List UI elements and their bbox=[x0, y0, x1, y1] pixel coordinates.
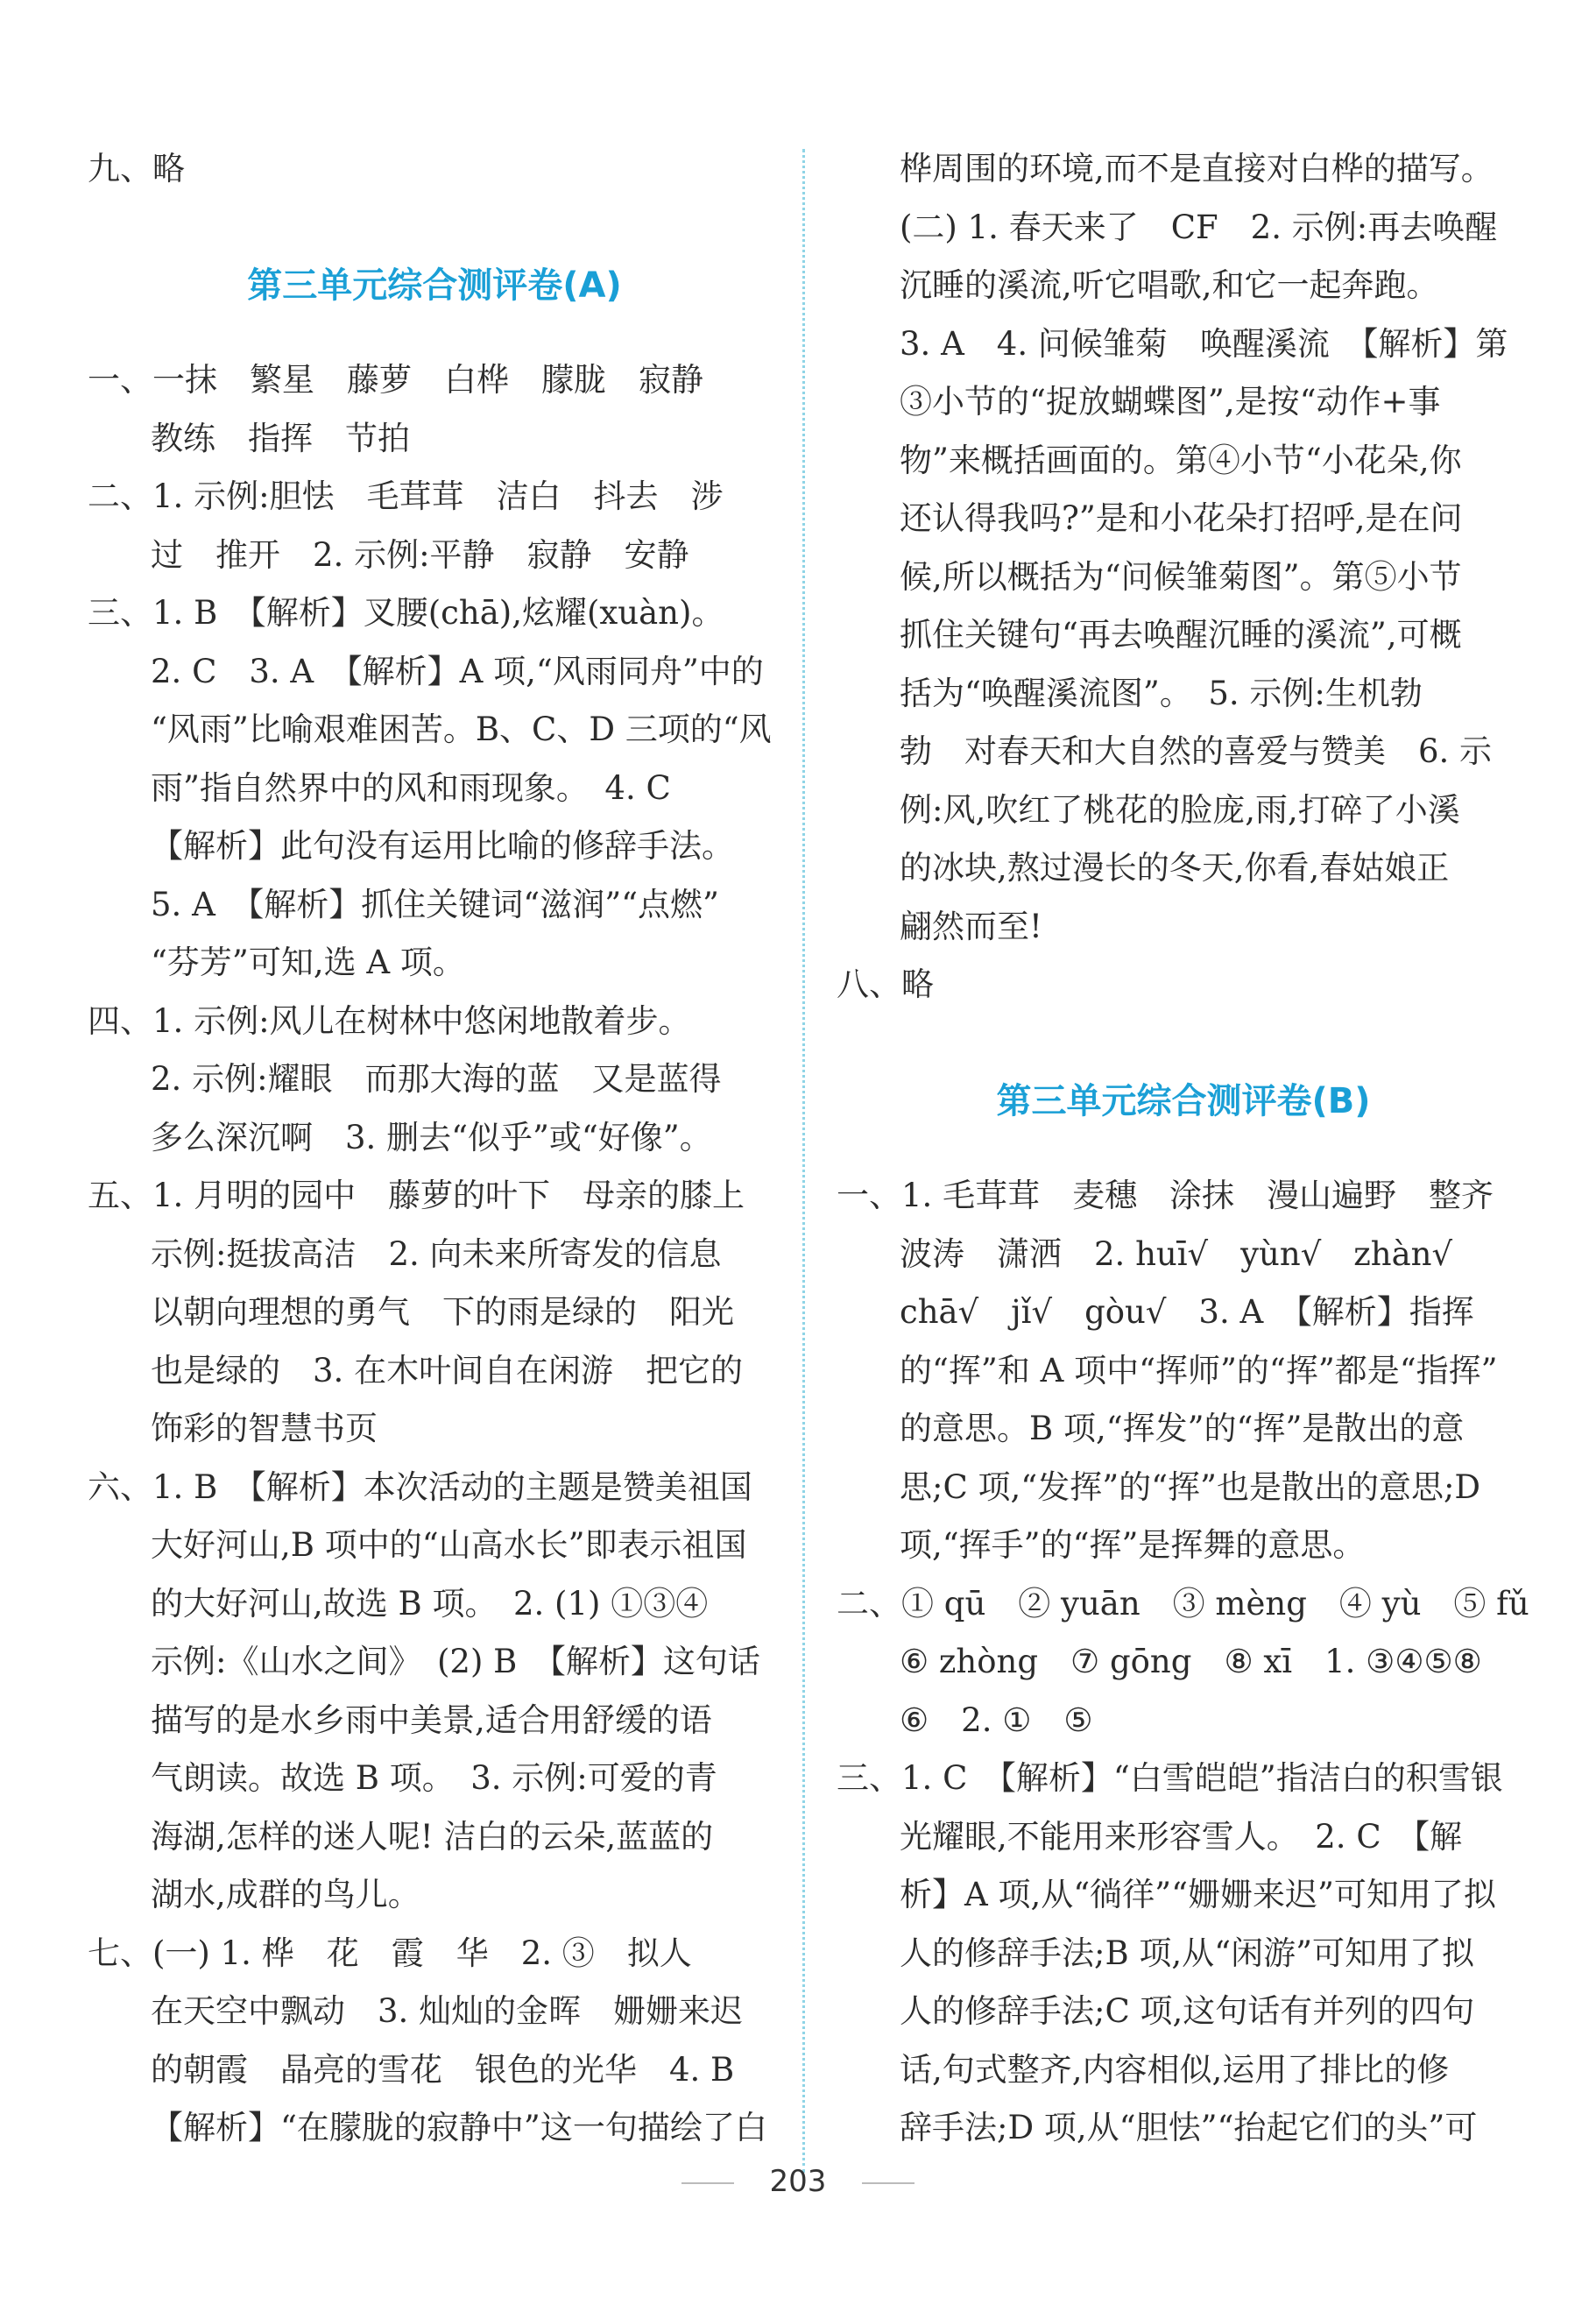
text-line: 翩然而至! bbox=[900, 907, 1042, 945]
text-line: ⑥ zhòng ⑦ gōng ⑧ xī 1. ③④⑤⑧ bbox=[900, 1643, 1482, 1680]
test-title-a: 第三单元综合测评卷(A) bbox=[247, 265, 622, 306]
column-divider bbox=[802, 149, 805, 2173]
footer-rule-left bbox=[681, 2182, 734, 2184]
text-line: 5. A 【解析】抓住关键词“滋润”“点燃” bbox=[151, 885, 719, 923]
text-line: 七、(一) 1. 桦 花 霞 华 2. ③ 拟人 bbox=[88, 1934, 692, 1972]
section-a6 bbox=[88, 1459, 781, 1925]
text-line: 以朝向理想的勇气 下的雨是绿的 阳光 bbox=[151, 1293, 734, 1331]
text-line: 人的修辞手法;B 项,从“闲游”可知用了拟 bbox=[900, 1934, 1475, 1972]
text-line: 四、1. 示例:风儿在树林中悠闲地散着步。 bbox=[88, 1001, 691, 1040]
section-a2 bbox=[88, 468, 781, 584]
page-number: 203 bbox=[769, 2164, 827, 2199]
page-footer bbox=[0, 2164, 1596, 2199]
text-line: 括为“唤醒溪流图”。 5. 示例:生机勃 bbox=[900, 674, 1423, 712]
text-line: 示例:挺拔高洁 2. 向未来所寄发的信息 bbox=[151, 1234, 722, 1273]
text-line: ③小节的“捉放蝴蝶图”,是按“动作+事 bbox=[900, 383, 1441, 421]
text-line: 3. A 4. 问候雏菊 唤醒溪流 【解析】第 bbox=[900, 324, 1508, 363]
text-line: 抓住关键句“再去唤醒沉睡的溪流”,可概 bbox=[900, 616, 1462, 654]
text-line: 光耀眼,不能用来形容雪人。 2. C 【解 bbox=[900, 1817, 1463, 1856]
text-line: 的朝霞 晶亮的雪花 银色的光华 4. B bbox=[151, 2050, 735, 2089]
section-8 bbox=[837, 956, 1530, 1015]
section-b3 bbox=[837, 1750, 1530, 2158]
text-line: 辞手法;D 项,从“胆怯”“抬起它们的头”可 bbox=[900, 2109, 1478, 2146]
text-line: 二、① qū ② yuān ③ mèng ④ yù ⑤ fǔ bbox=[837, 1584, 1529, 1623]
section-a4 bbox=[88, 993, 781, 1168]
text-line: 【解析】“在朦胧的寂静中”这一句描绘了白 bbox=[151, 2109, 767, 2146]
text-line: 2. 示例:耀眼 而那大海的蓝 又是蓝得 bbox=[151, 1060, 722, 1098]
text-line: 人的修辞手法;C 项,这句话有并列的四句 bbox=[900, 1992, 1475, 2030]
text-line: 桦周围的环境,而不是直接对白桦的描写。 bbox=[900, 150, 1494, 187]
section-b1 bbox=[837, 1167, 1530, 1575]
text-line: 思;C 项,“发挥”的“挥”也是散出的意思;D bbox=[900, 1467, 1481, 1506]
text-line: 【解析】此句没有运用比喻的修辞手法。 bbox=[151, 827, 734, 865]
section-9 bbox=[88, 140, 781, 199]
text-line: 话,句式整齐,内容相似,运用了排比的修 bbox=[900, 2050, 1450, 2089]
text-line: 物”来概括画面的。第④小节“小花朵,你 bbox=[900, 441, 1462, 479]
section-b2 bbox=[837, 1575, 1530, 1750]
text-line: 过 推开 2. 示例:平静 寂静 安静 bbox=[151, 535, 689, 574]
test-title-b: 第三单元综合测评卷(B) bbox=[996, 1080, 1371, 1121]
text-line: 三、1. B 【解析】叉腰(chā),炫耀(xuàn)。 bbox=[88, 594, 724, 632]
text-line: 多么深沉啊 3. 删去“似乎”或“好像”。 bbox=[151, 1118, 712, 1156]
text-line: 的大好河山,故选 B 项。 2. (1) ①③④ bbox=[151, 1584, 709, 1623]
text-line: 雨”指自然界中的风和雨现象。 4. C bbox=[151, 768, 671, 807]
text-line: 示例:《山水之间》 (2) B 【解析】这句话 bbox=[151, 1643, 760, 1680]
text-line: “芬芳”可知,选 A 项。 bbox=[151, 944, 465, 981]
text-line: 也是绿的 3. 在木叶间自在闲游 把它的 bbox=[151, 1351, 744, 1389]
section-a7 bbox=[88, 1925, 781, 2158]
section-a5 bbox=[88, 1167, 781, 1459]
section-a7-continued bbox=[837, 140, 1530, 956]
section-a1 bbox=[88, 351, 781, 468]
text-line: 饰彩的智慧书页 bbox=[151, 1410, 378, 1447]
text-line: 候,所以概括为“问候雏菊图”。第⑤小节 bbox=[900, 557, 1462, 596]
text-line: 气朗读。故选 B 项。 3. 示例:可爱的青 bbox=[151, 1759, 717, 1797]
text-line: 例:风,吹红了桃花的脸庞,雨,打碎了小溪 bbox=[900, 790, 1460, 829]
text-line: 九、略 bbox=[88, 150, 185, 187]
text-line: 大好河山,B 项中的“山高水长”即表示祖国 bbox=[151, 1526, 747, 1564]
text-line: 还认得我吗?”是和小花朵打招呼,是在问 bbox=[900, 499, 1463, 537]
text-line: 六、1. B 【解析】本次活动的主题是赞美祖国 bbox=[88, 1467, 752, 1506]
left-column bbox=[88, 140, 781, 2158]
text-line: 的冰块,熬过漫长的冬天,你看,春姑娘正 bbox=[900, 849, 1450, 887]
text-line: 一、1. 毛茸茸 麦穗 涂抹 漫山遍野 整齐 bbox=[837, 1177, 1494, 1214]
section-a3 bbox=[88, 584, 781, 993]
text-line: 三、1. C 【解析】“白雪皑皑”指洁白的积雪银 bbox=[837, 1759, 1503, 1797]
text-line: 的意思。B 项,“挥发”的“挥”是散出的意 bbox=[900, 1410, 1465, 1447]
text-line: 勃 对春天和大自然的喜爱与赞美 6. 示 bbox=[900, 732, 1493, 770]
text-line: 的“挥”和 A 项中“挥师”的“挥”都是“指挥” bbox=[900, 1351, 1498, 1389]
text-line: 2. C 3. A 【解析】A 项,“风雨同舟”中的 bbox=[151, 652, 764, 690]
text-line: 一、一抹 繁星 藤萝 白桦 朦胧 寂静 bbox=[88, 361, 703, 399]
text-line: chā√ jǐ√ gòu√ 3. A 【解析】指挥 bbox=[900, 1293, 1474, 1331]
text-line: 项,“挥手”的“挥”是挥舞的意思。 bbox=[900, 1526, 1366, 1564]
footer-rule-right bbox=[862, 2182, 915, 2184]
text-line: (二) 1. 春天来了 CF 2. 示例:再去唤醒 bbox=[900, 208, 1498, 246]
right-column bbox=[837, 140, 1530, 2158]
text-line: 八、略 bbox=[837, 965, 934, 1003]
text-line: 在天空中飘动 3. 灿灿的金晖 姗姗来迟 bbox=[151, 1992, 744, 2030]
text-line: 描写的是水乡雨中美景,适合用舒缓的语 bbox=[151, 1700, 712, 1739]
text-line: 波涛 潇洒 2. huī√ yùn√ zhàn√ bbox=[900, 1234, 1453, 1273]
text-line: 析】A 项,从“徜徉”“姗姗来迟”可知用了拟 bbox=[900, 1876, 1496, 1913]
text-line: 五、1. 月明的园中 藤萝的叶下 母亲的膝上 bbox=[88, 1177, 745, 1214]
text-line: ⑥ 2. ① ⑤ bbox=[900, 1700, 1093, 1739]
text-line: 二、1. 示例:胆怯 毛茸茸 洁白 抖去 涉 bbox=[88, 477, 724, 515]
text-line: “风雨”比喻艰难困苦。B、C、D 三项的“风 bbox=[151, 711, 772, 748]
text-line: 教练 指挥 节拍 bbox=[151, 419, 410, 457]
text-line: 沉睡的溪流,听它唱歌,和它一起奔跑。 bbox=[900, 266, 1439, 304]
text-line: 海湖,怎样的迷人呢! 洁白的云朵,蓝蓝的 bbox=[151, 1817, 714, 1856]
text-line: 湖水,成群的鸟儿。 bbox=[151, 1876, 420, 1913]
